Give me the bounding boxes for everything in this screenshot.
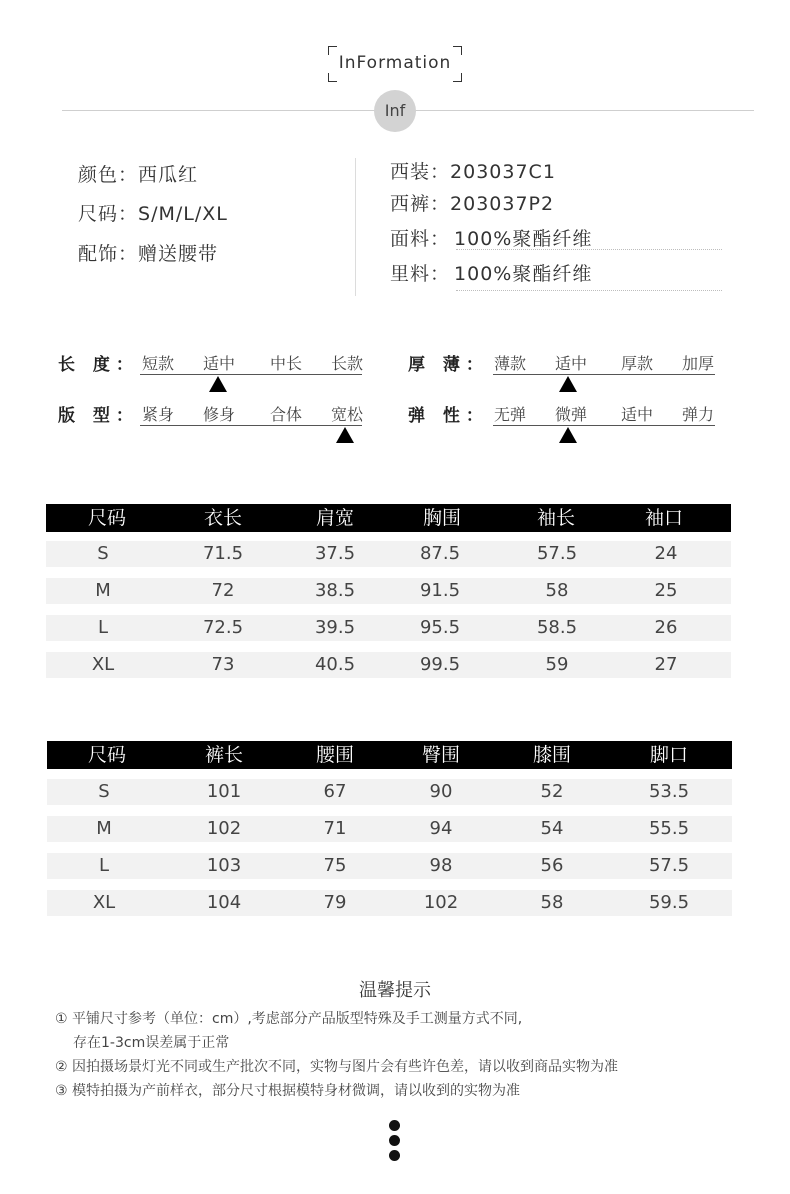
table-cell: 67 <box>323 781 347 802</box>
pants-table-header <box>47 741 732 769</box>
table-cell: M <box>95 580 111 601</box>
table-cell: 37.5 <box>314 543 356 564</box>
scale-label-fit: 版 型： <box>58 406 139 426</box>
ellipsis-dot <box>389 1135 400 1146</box>
info-size <box>78 199 228 226</box>
scale-line <box>493 425 715 426</box>
table-cell: 71.5 <box>202 543 244 564</box>
table-cell: 53.5 <box>648 781 690 802</box>
scale-line <box>493 374 715 375</box>
table-header-cell: 腰围 <box>315 744 354 766</box>
table-cell: S <box>98 781 110 802</box>
scale-option: 厚款 <box>620 354 653 373</box>
scale-line <box>140 374 362 375</box>
table-cell: 54 <box>540 818 564 839</box>
table-cell: S <box>97 543 109 564</box>
table-cell: 58.5 <box>536 617 578 638</box>
scale-option: 紧身 <box>141 405 174 424</box>
table-cell: L <box>98 855 110 876</box>
info-value: 100%聚酯纤维 <box>454 228 593 250</box>
table-cell: 55.5 <box>648 818 690 839</box>
table-cell: 73 <box>211 654 235 675</box>
dotted-underline <box>456 249 722 250</box>
table-cell: 72.5 <box>202 617 244 638</box>
header-title: InFormation <box>338 53 452 73</box>
note-line: 存在1-3cm误差属于正常 <box>73 1035 230 1051</box>
scale-marker-triangle <box>209 376 227 392</box>
table-cell: 102 <box>206 818 242 839</box>
scale-marker-triangle <box>336 427 354 443</box>
table-cell: 38.5 <box>314 580 356 601</box>
table-header-cell: 臀围 <box>421 744 460 766</box>
scale-option: 短款 <box>141 354 174 373</box>
scale-option: 长款 <box>330 354 363 373</box>
table-cell: 90 <box>429 781 453 802</box>
table-cell: 57.5 <box>648 855 690 876</box>
info-value: 100%聚酯纤维 <box>454 263 593 285</box>
table-cell: 95.5 <box>419 617 461 638</box>
info-divider <box>355 158 356 296</box>
table-cell: 59.5 <box>648 892 690 913</box>
table-cell: 79 <box>323 892 347 913</box>
scale-option: 微弹 <box>554 405 587 424</box>
notes-title: 温馨提示 <box>359 980 431 1001</box>
table-header-cell: 尺码 <box>87 507 126 529</box>
scale-label-thickness: 厚 薄： <box>408 355 489 375</box>
info-accessory <box>78 239 218 266</box>
table-header-cell: 袖口 <box>644 507 683 529</box>
info-label: 西装： <box>390 161 451 183</box>
info-suit-code <box>390 157 556 184</box>
dotted-underline <box>456 290 722 291</box>
table-cell: 26 <box>654 617 678 638</box>
info-value: 西瓜红 <box>138 164 199 186</box>
table-cell: M <box>96 818 112 839</box>
table-row <box>47 853 732 879</box>
info-fabric <box>390 224 592 251</box>
table-cell: 58 <box>545 580 569 601</box>
table-cell: 25 <box>654 580 678 601</box>
info-value: 赠送腰带 <box>138 243 219 265</box>
scale-marker-triangle <box>559 427 577 443</box>
info-color <box>78 160 198 187</box>
scale-option: 适中 <box>554 354 587 373</box>
info-lining <box>390 259 592 286</box>
table-header-cell: 胸围 <box>422 507 461 529</box>
table-cell: 71 <box>323 818 347 839</box>
table-row <box>46 578 731 604</box>
table-header-cell: 尺码 <box>87 744 126 766</box>
table-cell: 40.5 <box>314 654 356 675</box>
table-header-cell: 袖长 <box>536 507 575 529</box>
table-cell: 104 <box>206 892 242 913</box>
ellipsis-dot <box>389 1150 400 1161</box>
scale-option: 中长 <box>269 354 302 373</box>
scale-option: 修身 <box>202 405 235 424</box>
scale-option: 适中 <box>620 405 653 424</box>
table-cell: 59 <box>545 654 569 675</box>
table-cell: 72 <box>211 580 235 601</box>
scale-label-length: 长 度： <box>58 355 139 375</box>
table-cell: 98 <box>429 855 453 876</box>
table-header-cell: 裤长 <box>204 744 243 766</box>
table-row <box>46 652 731 678</box>
table-cell: 27 <box>654 654 678 675</box>
info-label: 颜色： <box>78 164 139 186</box>
table-cell: 94 <box>429 818 453 839</box>
table-row <box>46 615 731 641</box>
info-label: 西裤： <box>390 193 451 215</box>
scale-option: 适中 <box>202 354 235 373</box>
table-cell: L <box>97 617 109 638</box>
table-cell: 101 <box>206 781 242 802</box>
scale-option: 薄款 <box>493 354 526 373</box>
table-row <box>47 890 732 916</box>
info-label: 里料： <box>390 263 451 285</box>
table-header-cell: 膝围 <box>532 744 571 766</box>
table-cell: 58 <box>540 892 564 913</box>
table-cell: 103 <box>206 855 242 876</box>
scale-option: 合体 <box>269 405 302 424</box>
table-cell: 75 <box>323 855 347 876</box>
info-label: 配饰： <box>78 243 139 265</box>
table-header-cell: 脚口 <box>649 744 688 766</box>
table-cell: 87.5 <box>419 543 461 564</box>
info-label: 尺码： <box>78 203 139 225</box>
scale-option: 弹力 <box>681 405 714 424</box>
table-cell: 52 <box>540 781 564 802</box>
table-row <box>47 779 732 805</box>
note-line: ② 因拍摄场景灯光不同或生产批次不同，实物与图片会有些许色差，请以收到商品实物为准 <box>55 1059 618 1075</box>
info-value: S/M/L/XL <box>138 203 228 225</box>
table-cell: 56 <box>540 855 564 876</box>
note-line: ① 平铺尺寸参考（单位：cm）,考虑部分产品版型特殊及手工测量方式不同, <box>55 1011 523 1027</box>
scale-option: 无弹 <box>493 405 526 424</box>
ellipsis-dot <box>389 1120 400 1131</box>
corner-decoration <box>453 73 462 82</box>
table-row <box>47 816 732 842</box>
scale-line <box>140 425 362 426</box>
table-cell: 39.5 <box>314 617 356 638</box>
size-table-header <box>46 504 731 532</box>
table-cell: 57.5 <box>536 543 578 564</box>
header-badge: Inf <box>374 90 416 132</box>
table-cell: 24 <box>654 543 678 564</box>
scale-label-elasticity: 弹 性： <box>408 406 489 426</box>
scale-option: 宽松 <box>330 405 363 424</box>
table-row <box>46 541 731 567</box>
info-value: 203037P2 <box>450 193 555 215</box>
table-cell: 91.5 <box>419 580 461 601</box>
table-cell: XL <box>91 654 115 675</box>
table-cell: XL <box>92 892 116 913</box>
info-pants-code <box>390 189 554 216</box>
table-cell: 99.5 <box>419 654 461 675</box>
corner-decoration <box>328 73 337 82</box>
note-line: ③ 模特拍摄为产前样衣，部分尺寸根据模特身材微调，请以收到的实物为准 <box>55 1083 520 1099</box>
information-header <box>328 46 462 82</box>
scale-option: 加厚 <box>681 354 714 373</box>
table-header-cell: 肩宽 <box>315 507 354 529</box>
info-value: 203037C1 <box>450 161 556 183</box>
scale-marker-triangle <box>559 376 577 392</box>
table-cell: 102 <box>423 892 459 913</box>
table-header-cell: 衣长 <box>203 507 242 529</box>
info-label: 面料： <box>390 228 451 250</box>
